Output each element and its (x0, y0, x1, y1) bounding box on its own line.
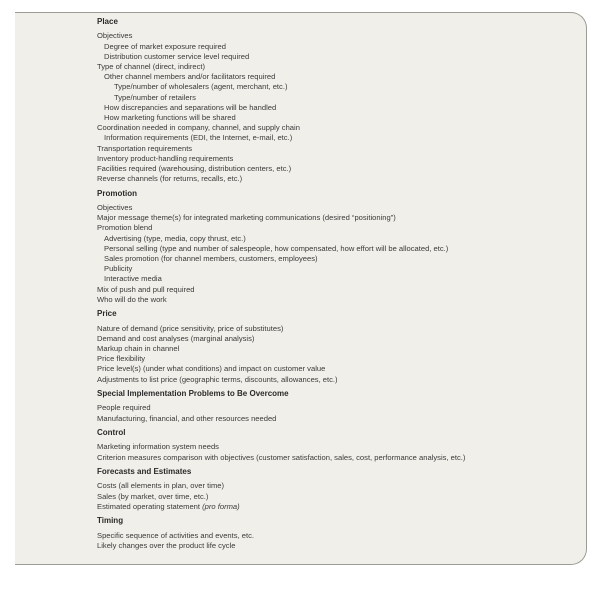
item-text: Promotion blend (97, 223, 153, 233)
list-item (97, 324, 577, 334)
list-item (97, 541, 577, 551)
item-text: Objectives (97, 31, 133, 41)
list-item (97, 113, 577, 123)
item-text: Type/number of retailers (114, 92, 196, 102)
item-text: Nature of demand (price sensitivity, price of substitutes) (97, 323, 284, 333)
item-text: Type/number of wholesalers (agent, merchant, etc.) (114, 82, 288, 92)
list-item (97, 254, 577, 264)
item-text: Personal selling (type and number of salespeople, how compensated, how effort will be allocated, etc.) (104, 243, 449, 253)
section-items (97, 531, 577, 551)
item-text: Sales (by market, over time, etc.) (97, 491, 209, 501)
item-text: Major message theme(s) for integrated marketing communications (desired “positioning”) (97, 213, 396, 223)
list-item (97, 164, 577, 174)
list-item (97, 295, 577, 305)
item-text: Distribution customer service level required (104, 51, 250, 61)
marketing-plan-outline (97, 17, 577, 555)
list-item (97, 285, 577, 295)
item-text: Interactive media (104, 274, 162, 284)
item-text: Degree of market exposure required (104, 41, 226, 51)
section-promotion (97, 189, 577, 305)
list-item (97, 403, 577, 413)
item-text: Facilities required (warehousing, distribution centers, etc.) (97, 164, 292, 174)
item-text: Other channel members and/or facilitators required (104, 72, 276, 82)
list-item (97, 492, 577, 502)
item-text: Mix of push and pull required (97, 284, 195, 294)
section-special-implementation-problems-to-be-overcome (97, 389, 577, 424)
list-item (97, 82, 577, 92)
item-text: Publicity (104, 264, 133, 274)
section-heading: Special Implementation Problems to Be Overcome (97, 389, 289, 399)
list-item (97, 274, 577, 284)
list-item (97, 62, 577, 72)
list-item (97, 123, 577, 133)
list-item (97, 213, 577, 223)
section-items (97, 203, 577, 305)
section-items (97, 31, 577, 184)
section-items (97, 403, 577, 423)
section-heading: Timing (97, 516, 124, 526)
item-text: Demand and cost analyses (marginal analysis) (97, 333, 255, 343)
section-items (97, 442, 577, 462)
list-item (97, 244, 577, 254)
list-item (97, 103, 577, 113)
list-item (97, 133, 577, 143)
item-italic-note: (pro forma) (202, 501, 240, 511)
item-text: Costs (all elements in plan, over time) (97, 481, 225, 491)
item-text: People required (97, 403, 151, 413)
section-timing (97, 516, 577, 551)
item-text: Advertising (type, media, copy thrust, etc.) (104, 233, 246, 243)
item-text: Coordination needed in company, channel, and supply chain (97, 123, 300, 133)
list-item (97, 223, 577, 233)
item-text: Markup chain in channel (97, 344, 180, 354)
list-item (97, 354, 577, 364)
section-heading: Forecasts and Estimates (97, 467, 192, 476)
item-text: Information requirements (EDI, the Internet, e-mail, etc.) (104, 133, 293, 143)
list-item (97, 502, 577, 512)
item-text: Criterion measures comparison with objectives (customer satisfaction, sales, cost, performance analysis, etc.) (97, 452, 466, 462)
list-item (97, 144, 577, 154)
section-items (97, 481, 577, 512)
list-item (97, 72, 577, 82)
item-text: Marketing information system needs (97, 442, 219, 452)
list-item (97, 234, 577, 244)
list-item (97, 414, 577, 424)
list-item (97, 531, 577, 541)
item-text: Specific sequence of activities and events, etc. (97, 530, 255, 540)
item-text: Objectives (97, 203, 133, 213)
item-text: Inventory product-handling requirements (97, 153, 234, 163)
list-item (97, 174, 577, 184)
section-heading: Place (97, 17, 118, 26)
item-text: How marketing functions will be shared (104, 113, 236, 123)
list-item (97, 481, 577, 491)
item-text: Price level(s) (under what conditions) and impact on customer value (97, 364, 326, 374)
list-item (97, 52, 577, 62)
item-text: Who will do the work (97, 294, 167, 304)
list-item (97, 203, 577, 213)
section-heading: Control (97, 428, 126, 438)
item-text: Estimated operating statement (97, 501, 200, 511)
section-control (97, 428, 577, 463)
item-text: How discrepancies and separations will be handled (104, 102, 277, 112)
item-text: Sales promotion (for channel members, customers, employees) (104, 254, 318, 264)
section-forecasts-and-estimates (97, 467, 577, 512)
list-item (97, 344, 577, 354)
list-item (97, 264, 577, 274)
list-item (97, 453, 577, 463)
section-heading: Promotion (97, 188, 137, 198)
list-item (97, 31, 577, 41)
list-item (97, 442, 577, 452)
list-item (97, 154, 577, 164)
item-text: Type of channel (direct, indirect) (97, 62, 206, 71)
item-text: Likely changes over the product life cycle (97, 540, 236, 550)
item-text: Transportation requirements (97, 143, 193, 153)
list-item (97, 334, 577, 344)
section-price (97, 309, 577, 385)
list-item (97, 42, 577, 52)
list-item (97, 375, 577, 385)
list-item (97, 93, 577, 103)
section-items (97, 324, 577, 385)
section-place (97, 17, 577, 184)
item-text: Adjustments to list price (geographic terms, discounts, allowances, etc.) (97, 374, 338, 384)
item-text: Reverse channels (for returns, recalls, etc.) (97, 174, 243, 184)
section-heading: Price (97, 309, 117, 319)
item-text: Manufacturing, financial, and other resources needed (97, 413, 277, 423)
list-item (97, 364, 577, 374)
item-text: Price flexibility (97, 354, 146, 364)
